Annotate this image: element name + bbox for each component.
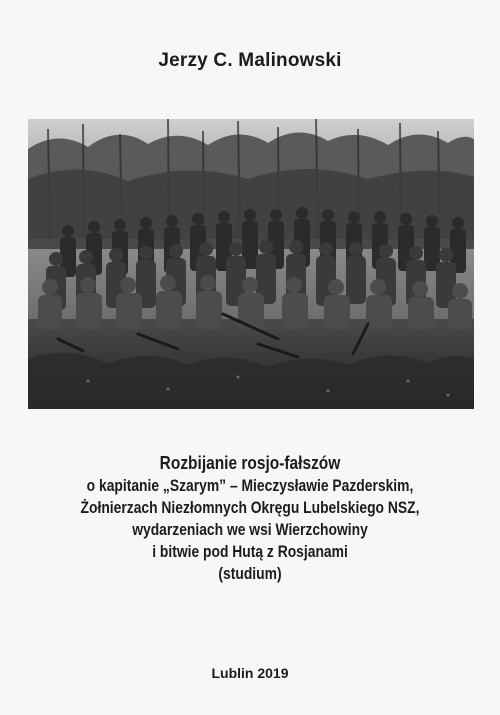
publication-place-year: Lublin 2019 <box>211 665 289 681</box>
cover-photo <box>28 119 474 409</box>
subtitle-line-2: Żołnierzach Niezłomnych Okręgu Lubelskiego NSZ, <box>80 499 420 517</box>
title-block <box>20 451 480 585</box>
author-name: Jerzy C. Malinowski <box>158 50 342 71</box>
historical-group-photo-icon <box>28 119 474 409</box>
subtitle-line-1: o kapitanie „Szarym” – Mieczysławie Pazderskim, <box>86 477 414 495</box>
book-title: Rozbijanie rosjo-fałszów <box>159 453 341 473</box>
subtitle-line-4: i bitwie pod Hutą z Rosjanami <box>152 543 348 561</box>
subtitle-line-5: (studium) <box>218 565 282 583</box>
subtitle-line-3: wydarzeniach we wsi Wierzchowiny <box>132 521 368 539</box>
